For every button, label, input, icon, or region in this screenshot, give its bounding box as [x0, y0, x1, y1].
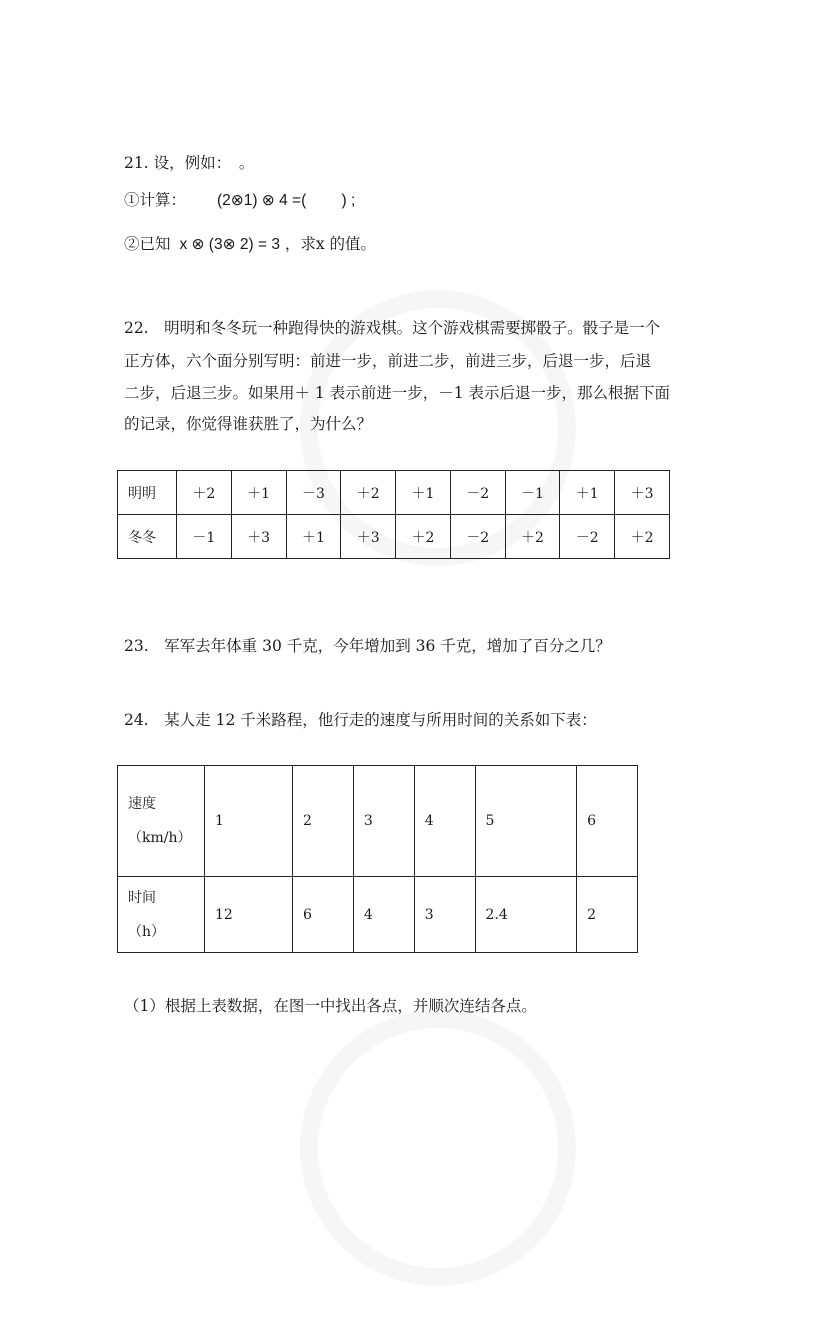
table-cell: ＋3 [341, 515, 396, 559]
q22-line: 的记录，你觉得谁获胜了，为什么？ [124, 415, 373, 433]
q21-part2 [124, 232, 376, 254]
table-cell: 4 [414, 766, 475, 877]
table-cell: 2 [293, 766, 354, 877]
table-cell: 2 [577, 877, 638, 953]
table-cell: ＋1 [286, 515, 341, 559]
q21-part1-expression: (2⊗1) ⊗ 4 =( ) ; [216, 192, 356, 209]
table-cell: ＋2 [615, 515, 670, 559]
table-cell: －2 [560, 515, 615, 559]
q21-part2-label: ②已知 [124, 235, 171, 253]
table-cell: ＋2 [505, 515, 560, 559]
time-unit: （h） [128, 923, 166, 940]
table-row [118, 877, 638, 953]
speed-unit: （km/h） [128, 830, 192, 846]
table-cell: 3 [353, 766, 414, 877]
q22-line: 22. 明明和冬冬玩一种跑得快的游戏棋。这个游戏棋需要掷骰子。骰子是一个 [124, 319, 661, 337]
table-cell: 2.4 [475, 877, 577, 953]
q23-text: 23. 军军去年体重 30 千克，今年增加到 36 千克，增加了百分之几？ [124, 637, 611, 655]
time-label: 时间 [128, 889, 156, 906]
table-cell: 6 [293, 877, 354, 953]
table-cell: －1 [505, 471, 560, 515]
table-cell: 3 [414, 877, 475, 953]
table-cell: ＋1 [396, 471, 451, 515]
table-cell: －2 [450, 515, 505, 559]
table-cell: －3 [286, 471, 341, 515]
row-header-dongdong: 冬冬 [118, 515, 177, 559]
table-cell: 1 [205, 766, 293, 877]
table-cell: 4 [353, 877, 414, 953]
table-row [118, 471, 670, 515]
q22-line: 正方体，六个面分别写明：前进一步，前进二步，前进三步，后退一步，后退 [124, 352, 652, 370]
speed-row-header [118, 766, 205, 877]
table-row [118, 515, 670, 559]
table-cell: ＋2 [341, 471, 396, 515]
speed-label: 速度 [128, 796, 156, 812]
table-cell: ＋3 [615, 471, 670, 515]
table-row [118, 766, 638, 877]
table-cell: ＋1 [231, 471, 286, 515]
q21-part2-tail: ，求x 的值。 [284, 235, 377, 253]
watermark-seal [249, 959, 626, 1336]
table-cell: 6 [577, 766, 638, 877]
q21-part1-label: ①计算： [124, 191, 187, 209]
q24-sub1: （1）根据上表数据，在图一中找出各点，并顺次连结各点。 [124, 997, 537, 1015]
q24-text: 24. 某人走 12 千米路程，他行走的速度与所用时间的关系如下表： [124, 711, 597, 729]
table-cell: －2 [450, 471, 505, 515]
table-cell: ＋1 [560, 471, 615, 515]
table-cell: ＋2 [177, 471, 232, 515]
q21-part2-expression: x ⊗ (3⊗ 2) = 3 [179, 236, 280, 253]
q22-line: 二步，后退三步。如果用＋ 1 表示前进一步，－1 表示后退一步，那么根据下面 [124, 384, 671, 402]
q21-intro: 21. 设，例如： 。 [124, 154, 255, 172]
table-cell: ＋2 [396, 515, 451, 559]
row-header-mingming: 明明 [118, 471, 177, 515]
time-row-header [118, 877, 205, 953]
table-cell: ＋3 [231, 515, 286, 559]
table-cell: 12 [205, 877, 293, 953]
table-cell: －1 [177, 515, 232, 559]
q24-speed-time-table [117, 765, 638, 953]
q21-part1 [124, 188, 355, 210]
table-cell: 5 [475, 766, 577, 877]
q22-record-table [117, 470, 670, 559]
